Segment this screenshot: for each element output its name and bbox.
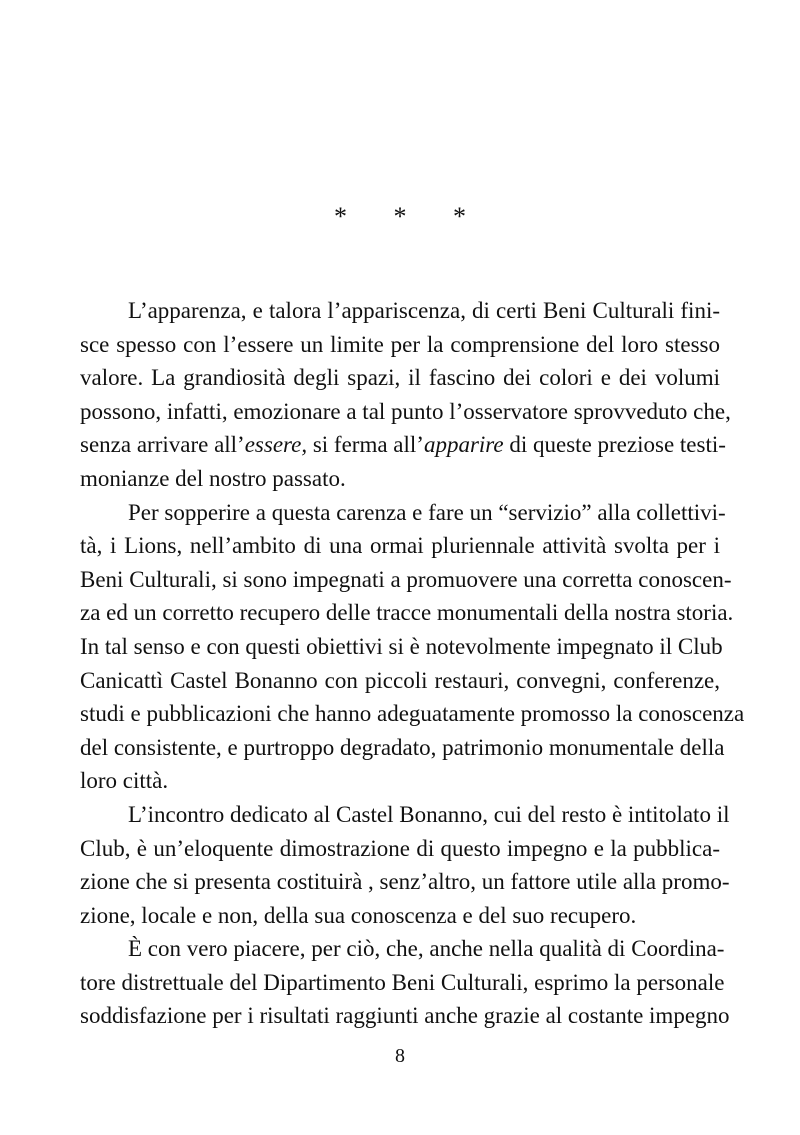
paragraph-2-line-1: Per sopperire a questa carenza e fare un “servizio” alla collettivi- <box>128 499 726 525</box>
paragraph-2-line-9: loro città. <box>80 768 169 794</box>
paragraph-1-line-2: sce spesso con l’essere un limite per la comprensione del loro stesso <box>80 331 720 357</box>
paragraph-1-line-3: valore. La grandiosità degli spazi, il fascino dei colori e dei volumi <box>80 365 720 391</box>
paragraph-2-line-2: tà, i Lions, nell’ambito di una ormai pluriennale attività svolta per i <box>80 533 720 559</box>
paragraph-4-line-3: soddisfazione per i risultati raggiunti anche grazie al costante impegno <box>80 1003 730 1029</box>
paragraph-1-line-4: possono, infatti, emozionare a tal punto l’osservatore sprovveduto che, <box>80 398 731 424</box>
italic-essere: essere, <box>244 432 308 458</box>
paragraph-1-line-5 <box>80 428 726 462</box>
line-5-text-2: si ferma all’ <box>307 432 424 458</box>
paragraph-4-line-1: È con vero piacere, per ciò, che, anche nella qualità di Coordina- <box>128 936 725 962</box>
paragraph-2-line-8: del consistente, e purtroppo degradato, patrimonio monumentale della <box>80 734 725 760</box>
body-text <box>80 294 745 1033</box>
line-5-text-3: di queste preziose testi- <box>503 432 726 458</box>
paragraph-3-line-2: Club, è un’eloquente dimostrazione di questo impegno e la pubblica- <box>80 835 720 861</box>
paragraph-1-line-1: L’apparenza, e talora l’appariscenza, di certi Beni Culturali fini- <box>128 298 720 323</box>
paragraph-2-line-7: studi e pubblicazioni che hanno adeguatamente promosso la conoscenza <box>80 701 745 727</box>
paragraph-3-line-3: zione che si presenta costituirà , senz’altro, un fattore utile alla promo- <box>80 869 730 895</box>
paragraph-3-line-4: zione, locale e non, della sua conoscenza e del suo recupero. <box>80 902 637 928</box>
italic-apparire: apparire <box>423 432 504 458</box>
paragraph-1-line-6: monianze del nostro passato. <box>80 465 346 491</box>
paragraph-2-line-4: za ed un corretto recupero delle tracce monumentali della nostra storia. <box>80 600 734 626</box>
paragraph-3-line-1: L’incontro dedicato al Castel Bonanno, cui del resto è intitolato il <box>128 801 730 827</box>
paragraph-2-line-5: In tal senso e con questi obiettivi si è notevolmente impegnato il Club <box>80 633 723 659</box>
paragraph-2-line-3: Beni Culturali, si sono impegnati a promuovere una corretta conoscen- <box>80 566 732 592</box>
page-number: 8 <box>395 1045 405 1067</box>
paragraph-2-line-6: Canicattì Castel Bonanno con piccoli restauri, convegni, conferenze, <box>80 667 720 693</box>
line-5-text-1: senza arrivare all’ <box>80 432 245 458</box>
paragraph-4-line-2: tore distrettuale del Dipartimento Beni Culturali, esprimo la personale <box>80 969 725 995</box>
section-separator: * * * <box>334 202 486 231</box>
